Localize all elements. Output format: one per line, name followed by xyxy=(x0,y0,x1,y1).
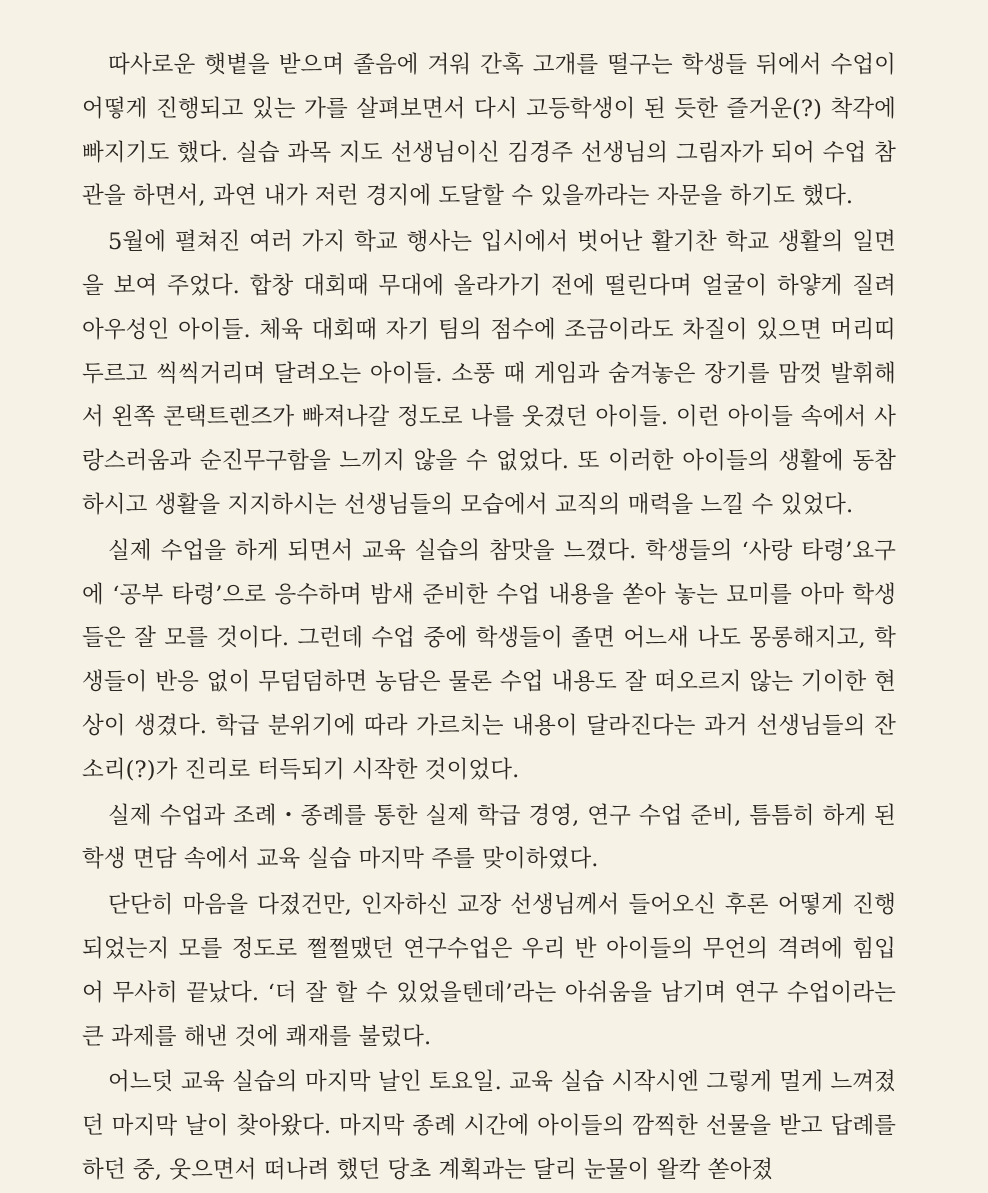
paragraph-final-week: 실제 수업과 조례・종례를 통한 실제 학급 경영, 연구 수업 준비, 틈틈히 하게 된 학생 면담 속에서 교육 실습 마지막 주를 맞이하였다. xyxy=(82,802,896,873)
paragraph-sunny-afternoon: 따사로운 햇볕을 받으며 졸음에 겨워 간혹 고개를 떨구는 학생들 뒤에서 수업이 어떻게 진행되고 있는 가를 살펴보면서 다시 고등학생이 된 듯한 즐거운(?) 착각에 빠지기도 했다. 실습 과목 지도 선생님이신 김경주 선생님의 그림자가 되어 수업 참관을 하면서, 과연 내가 저런 경지에 도달할 수 있을까라는 자문을 하기도 했다. xyxy=(82,52,896,210)
paragraph-research-class: 단단히 마음을 다졌건만, 인자하신 교장 선생님께서 들어오신 후론 어떻게 진행되었는지 모를 정도로 쩔쩔맸던 연구수업은 우리 반 아이들의 무언의 격려에 힘입어 무사히 끝났다. ‘더 잘 할 수 있었을텐데’라는 아쉬움을 남기며 연구 수업이라는 큰 과제를 해낸 것에 쾌재를 불렀다. xyxy=(82,892,896,1050)
paragraph-school-events: 5월에 펼쳐진 여러 가지 학교 행사는 입시에서 벗어난 활기찬 학교 생활의 일면을 보여 주었다. 합창 대회때 무대에 올라가기 전에 떨린다며 얼굴이 하얗게 질려 아우성인 아이들. 체육 대회때 자기 팀의 점수에 조금이라도 차질이 있으면 머리띠 두르고 씩씩거리며 달려오는 아이들. 소풍 때 게임과 숨겨놓은 장기를 맘껏 발휘해서 왼쪽 콘택트렌즈가 빠져나갈 정도로 나를 웃겼던 아이들. 이런 아이들 속에서 사랑스러움과 순진무구함을 느끼지 않을 수 없었다. 또 이러한 아이들의 생활에 동참하시고 생활을 지지하시는 선생님들의 모습에서 교직의 매력을 느낄 수 있었다. xyxy=(82,229,896,518)
paragraph-last-day: 어느덧 교육 실습의 마지막 날인 토요일. 교육 실습 시작시엔 그렇게 멀게 느껴졌던 마지막 날이 찾아왔다. 마지막 종례 시간에 아이들의 깜찍한 선물을 받고 답례를 하던 중, 웃으면서 떠나려 했던 당초 계획과는 달리 눈물이 왈칵 쏟아졌 xyxy=(82,1069,896,1183)
paragraph-actual-teaching: 실제 수업을 하게 되면서 교육 실습의 참맛을 느꼈다. 학생들의 ‘사랑 타령’요구에 ‘공부 타령’으로 응수하며 밤새 준비한 수업 내용을 쏟아 놓는 묘미를 아마 학생들은 잘 모를 것이다. 그런데 수업 중에 학생들이 졸면 어느새 나도 몽롱해지고, 학생들이 반응 없이 무덤덤하면 농담은 물론 수업 내용도 잘 떠오르지 않는 기이한 현상이 생겼다. 학급 분위기에 따라 가르치는 내용이 달라진다는 과거 선생님들의 잔소리(?)가 진리로 터득되기 시작한 것이었다. xyxy=(82,537,896,783)
